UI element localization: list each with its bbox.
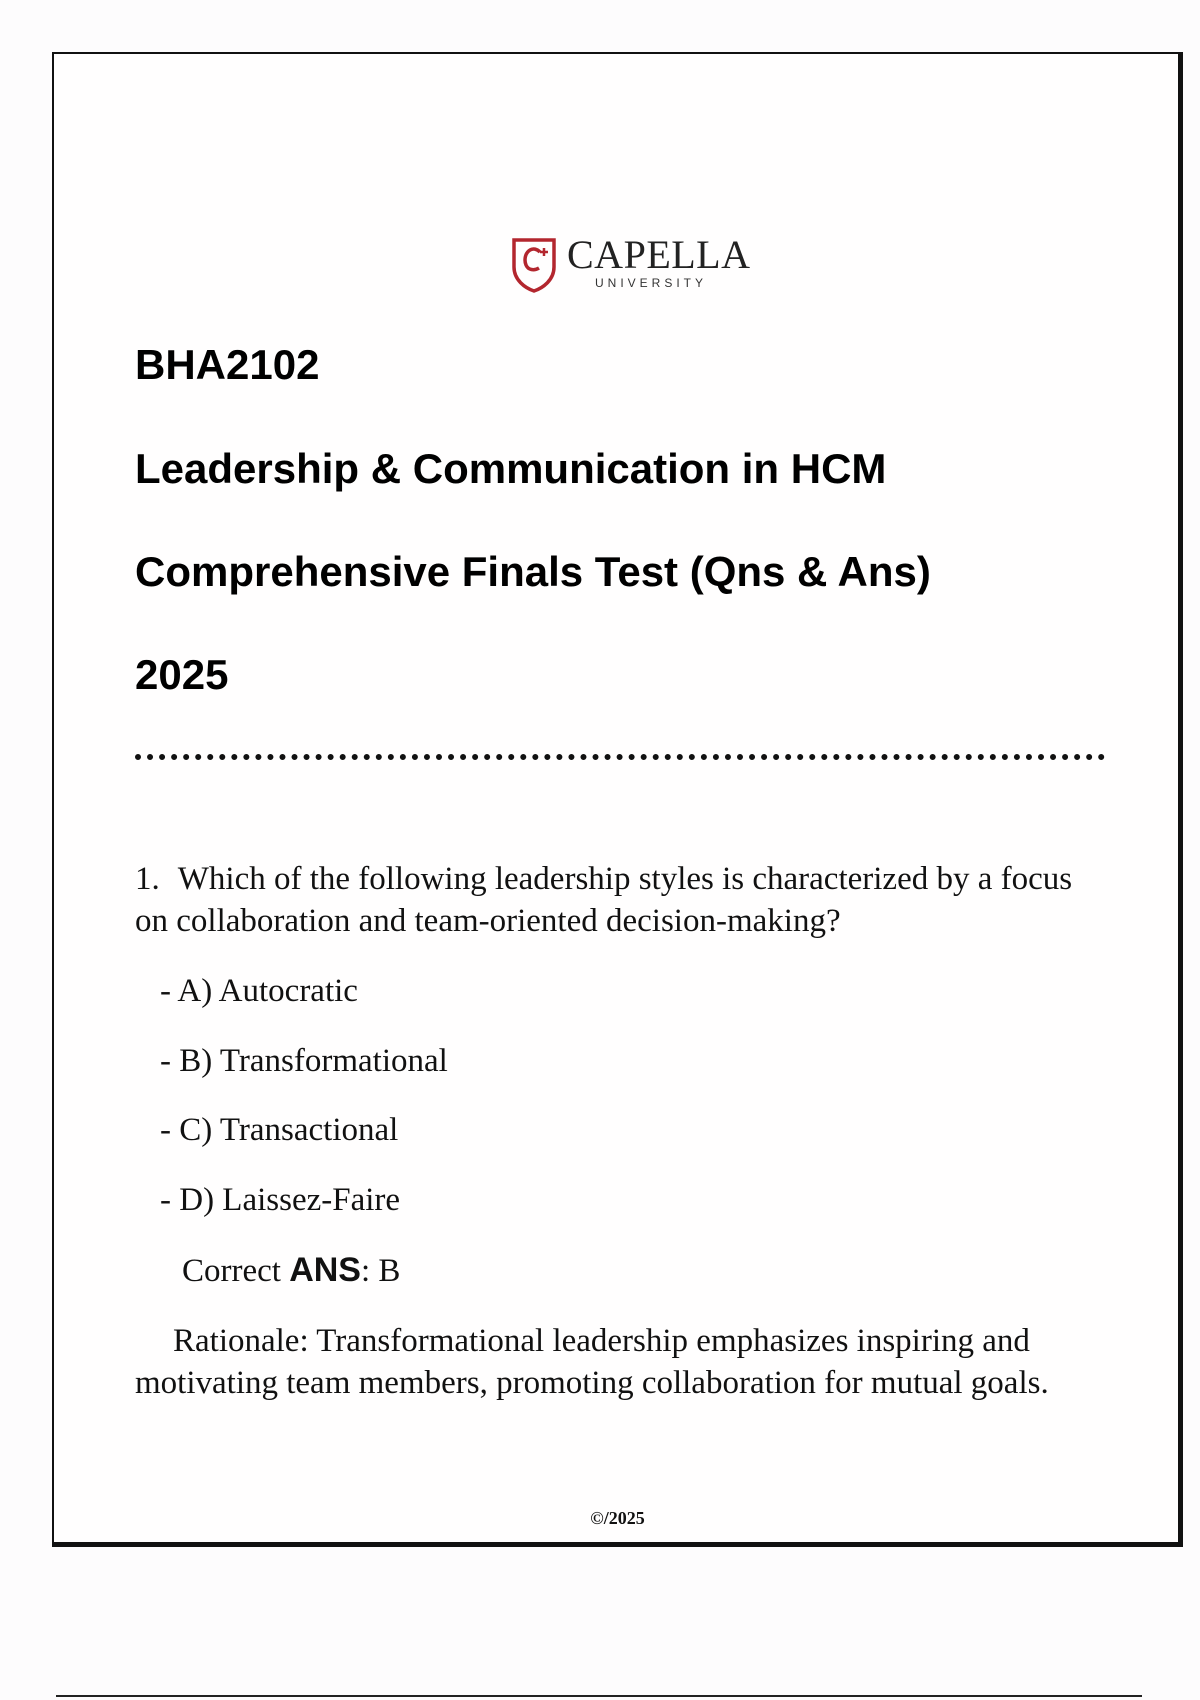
bottom-divider: [56, 1695, 1142, 1697]
question-number: 1.: [135, 861, 160, 897]
correct-answer: [182, 1249, 400, 1292]
test-title: Comprehensive Finals Test (Qns & Ans): [135, 548, 931, 595]
question-body: Which of the following leadership styles is characterized by a focus on collaboration and team-oriented decision-making?: [135, 861, 1073, 939]
copyright-footer: ©/2025: [590, 1508, 645, 1528]
shield-icon: [511, 237, 557, 293]
course-code: BHA2102: [135, 341, 320, 388]
capella-logo: [511, 233, 761, 295]
option-d: - D) Laissez-Faire: [160, 1182, 401, 1218]
answer-prefix: Correct: [182, 1253, 281, 1289]
rationale-text: Rationale: Transformational leadership emphasizes inspiring and motivating team members, promoting collaboration for mutual goals.: [135, 1323, 1049, 1401]
logo-name: CAPELLA: [567, 232, 751, 277]
course-title: Leadership & Communication in HCM: [135, 445, 887, 492]
option-b: - B) Transformational: [160, 1043, 448, 1079]
option-c: - C) Transactional: [160, 1112, 399, 1148]
answer-value: : B: [361, 1253, 401, 1289]
logo-subtitle: UNIVERSITY: [595, 276, 708, 290]
answer-label: ANS: [289, 1251, 361, 1289]
question-text: [135, 858, 1105, 942]
dotted-divider: [135, 754, 1105, 760]
option-a: - A) Autocratic: [160, 973, 358, 1009]
year-heading: 2025: [135, 651, 229, 698]
